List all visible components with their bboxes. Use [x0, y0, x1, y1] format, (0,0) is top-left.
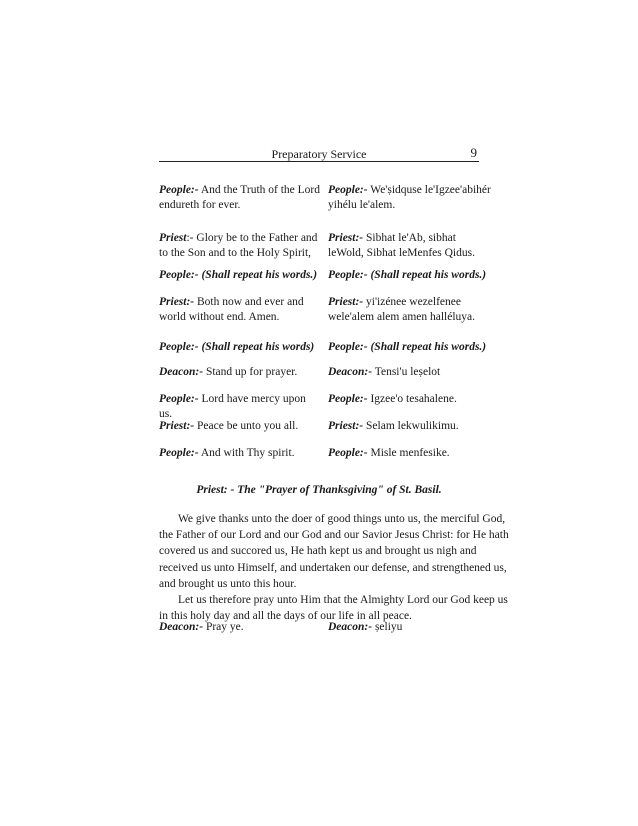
dialogue-text: wele'alem alem amen halléluya.	[328, 311, 476, 323]
dialogue-text: to the Son and to the Holy Spirit,	[159, 247, 312, 259]
speaker-label: People:-	[159, 393, 199, 405]
prayer-line: Let us therefore pray unto Him that the Almighty Lord our God keep us	[178, 594, 508, 607]
dialogue-line	[328, 621, 493, 633]
dialogue-text: ṣeliyu	[374, 621, 403, 633]
rubric-instruction: (Shall repeat his words.)	[370, 269, 487, 281]
dialogue-line	[328, 295, 493, 310]
dialogue-line	[159, 621, 321, 633]
dialogue-text: Both now and ever and	[197, 296, 304, 308]
speaker-label: People:-	[328, 393, 368, 405]
speaker-label: People:-	[159, 341, 199, 353]
rubric-instruction: (Shall repeat his words.)	[370, 341, 487, 353]
speaker-suffix: :-	[186, 232, 197, 244]
dialogue-line	[328, 392, 493, 407]
dialogue-line	[328, 419, 493, 434]
running-header	[159, 145, 479, 161]
english-column	[159, 365, 321, 380]
dialogue-line	[159, 231, 321, 246]
geez-column	[328, 295, 493, 325]
dialogue-line	[328, 231, 493, 246]
speaker-label: Priest:-	[328, 296, 364, 308]
dialogue-text: yihélu le'alem.	[328, 199, 396, 211]
prayer-line: in this holy day and all the days of our life in all peace.	[159, 610, 412, 623]
prayer-heading: Priest: - The "Prayer of Thanksgiving" of St. Basil.	[196, 484, 442, 496]
dialogue-line	[328, 340, 493, 355]
dialogue-line	[159, 446, 321, 461]
dialogue-text: Selam lekwulikimu.	[366, 420, 459, 432]
dialogue-text: Stand up for prayer.	[205, 366, 298, 378]
geez-column	[328, 365, 493, 380]
speaker-label: People:-	[328, 341, 368, 353]
speaker-label: People:-	[159, 447, 199, 459]
speaker-label: People:-	[328, 447, 368, 459]
prayer-line: covered us and succored us, He hath kept us and brought us nigh and	[159, 545, 477, 558]
english-column	[159, 340, 321, 355]
geez-column	[328, 446, 493, 461]
dialogue-text: We'ṣidquse le'Igzee'abihér	[370, 184, 491, 196]
geez-column	[328, 392, 493, 407]
english-column	[159, 295, 321, 325]
dialogue-text: Lord have mercy upon us.	[159, 393, 306, 420]
dialogue-text: Glory be to the Father and	[196, 232, 318, 244]
dialogue-line	[328, 183, 493, 198]
dialogue-line	[159, 268, 321, 283]
speaker-label: People:-	[159, 269, 199, 281]
dialogue-line	[328, 446, 493, 461]
dialogue-text: leWold, Sibhat leMenfes Qidus.	[328, 247, 475, 259]
english-column	[159, 621, 321, 633]
dialogue-line	[159, 295, 321, 310]
prayer-line: the Father of our Lord and our God and our Savior Jesus Christ: for He hath	[159, 529, 509, 542]
prayer-text	[159, 511, 509, 624]
dialogue-text: world without end. Amen.	[159, 311, 280, 323]
speaker-label: Priest:-	[328, 232, 364, 244]
dialogue-line	[159, 365, 321, 380]
speaker-label: Priest:-	[159, 296, 195, 308]
dialogue-text: And the Truth of the Lord	[200, 184, 320, 196]
geez-column	[328, 419, 493, 434]
geez-column	[328, 231, 493, 261]
geez-column	[328, 183, 493, 213]
dialogue-text: endureth for ever.	[159, 199, 241, 211]
english-column	[159, 419, 321, 434]
dialogue-text: And with Thy spirit.	[200, 447, 295, 459]
english-column	[159, 268, 321, 283]
dialogue-text: Peace be unto you all.	[197, 420, 299, 432]
dialogue-text: Igzee'o tesahalene.	[370, 393, 457, 405]
dialogue-text: Tensi'u leṣelot	[374, 366, 441, 378]
speaker-label: Priest:-	[159, 420, 195, 432]
speaker-label: People:-	[328, 184, 368, 196]
speaker-label: Deacon:-	[159, 621, 204, 633]
english-column	[159, 183, 321, 213]
dialogue-line	[159, 392, 321, 422]
page-number: 9	[470, 145, 477, 160]
dialogue-line	[328, 268, 493, 283]
english-column	[159, 231, 321, 261]
prayer-line: received us unto Himself, and undertaken our defense, and strengthened us,	[159, 561, 507, 574]
header-rule	[159, 161, 479, 162]
dialogue-text: Misle menfesike.	[370, 447, 450, 459]
dialogue-text: Sibhat le'Ab, sibhat	[366, 232, 456, 244]
rubric-instruction: (Shall repeat his words)	[201, 341, 315, 353]
header-title: Preparatory Service	[271, 147, 367, 161]
english-column	[159, 392, 321, 422]
geez-column	[328, 621, 493, 633]
speaker-label: Priest	[159, 232, 187, 244]
speaker-label: Deacon:-	[159, 366, 204, 378]
speaker-label: People:-	[328, 269, 368, 281]
prayer-line: We give thanks unto the doer of good things unto us, the merciful God,	[178, 513, 506, 525]
speaker-label: Deacon:-	[328, 366, 373, 378]
speaker-label: Priest:-	[328, 420, 364, 432]
prayer-line: and brought us unto this hour.	[159, 577, 297, 590]
speaker-label: People:-	[159, 184, 199, 196]
geez-column	[328, 268, 493, 283]
english-column	[159, 446, 321, 461]
dialogue-text: yi'izénee wezelfenee	[366, 296, 461, 308]
dialogue-line	[159, 419, 321, 434]
speaker-label: Deacon:-	[328, 621, 373, 633]
dialogue-text: Pray ye.	[205, 621, 244, 633]
geez-column	[328, 340, 493, 355]
rubric-instruction: (Shall repeat his words.)	[201, 269, 318, 281]
dialogue-line	[328, 365, 493, 380]
dialogue-line	[159, 183, 321, 198]
dialogue-line	[159, 340, 321, 355]
